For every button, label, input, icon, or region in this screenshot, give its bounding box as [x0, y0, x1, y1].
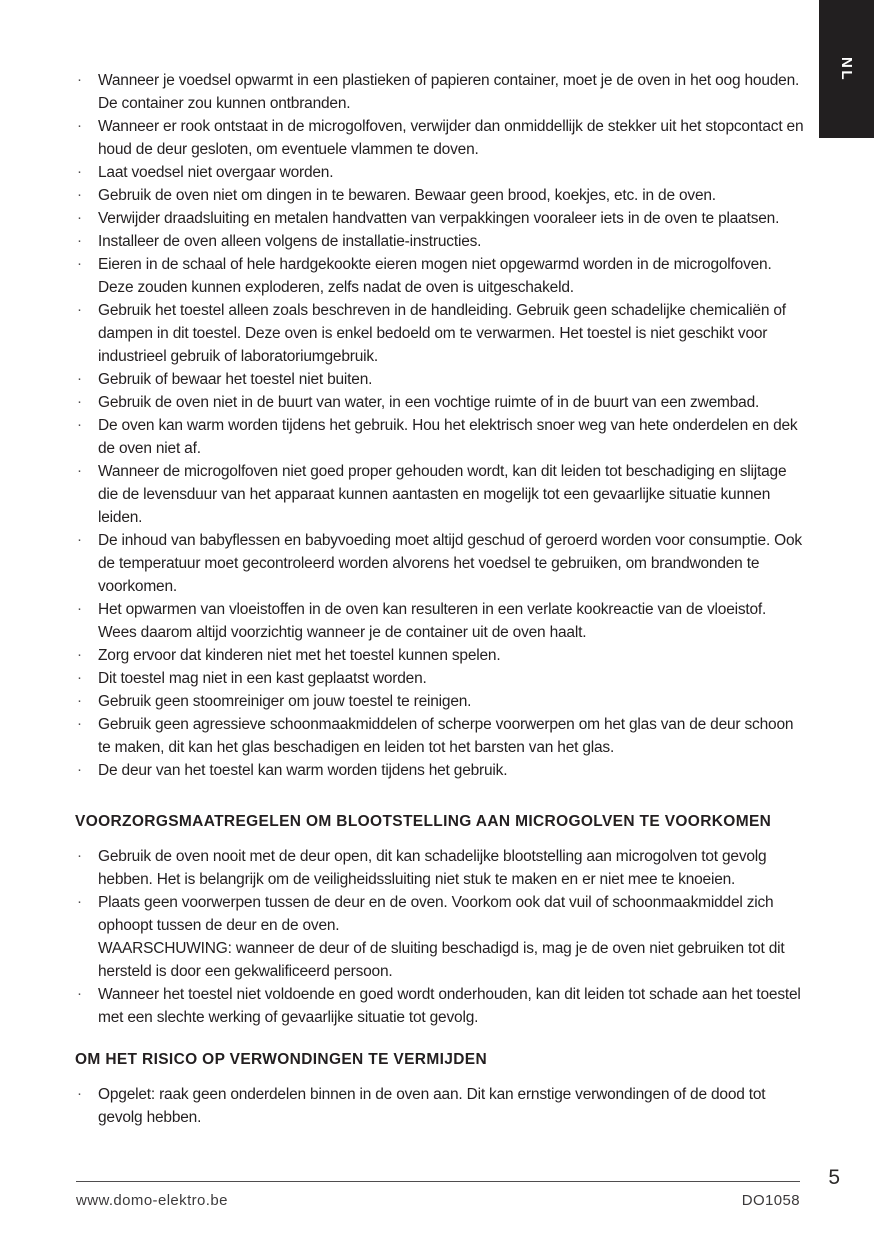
bullet-list — [75, 845, 806, 1029]
bullet-text: Wanneer de microgolfoven niet goed proper gehouden wordt, kan dit leiden tot beschadiging en slijtage die de levensduur van het apparaat kunnen aantasten en mogelijk tot een gevaarlijke situatie kunnen leiden. — [98, 463, 787, 526]
list-item — [75, 1083, 806, 1129]
bullet-icon: · — [77, 847, 82, 864]
list-item — [75, 983, 806, 1029]
page-number: 5 — [828, 1166, 840, 1189]
list-item — [75, 598, 806, 644]
bullet-text: WAARSCHUWING: wanneer de deur of de sluiting beschadigd is, mag je de oven niet gebruiken tot dit hersteld is door een gekwalificeerd persoon. — [98, 940, 785, 980]
bullet-icon: · — [77, 715, 82, 732]
section-heading: OM HET RISICO OP VERWONDINGEN TE VERMIJDEN — [75, 1051, 488, 1068]
bullet-text: Gebruik of bewaar het toestel niet buiten. — [98, 371, 373, 388]
bullet-text: Gebruik geen agressieve schoonmaakmiddelen of scherpe voorwerpen om het glas van de deur schoon te maken, dit kan het glas beschadigen en leiden tot het barsten van het glas. — [98, 716, 794, 756]
bullet-icon: · — [77, 186, 82, 203]
list-item — [75, 644, 806, 667]
footer-website: www.domo-elektro.be — [76, 1192, 228, 1209]
list-item — [75, 414, 806, 460]
bullet-icon: · — [77, 232, 82, 249]
bullet-text: Laat voedsel niet overgaar worden. — [98, 164, 334, 181]
bullet-icon: · — [77, 669, 82, 686]
bullet-icon: · — [77, 893, 82, 910]
bullet-text: De inhoud van babyflessen en babyvoeding moet altijd geschud of geroerd worden voor consumptie. Ook de temperatuur moet gecontroleerd worden alvorens het voedsel te gebruiken, om brandwonden te voorkomen. — [98, 532, 802, 595]
bullet-icon: · — [77, 985, 82, 1002]
list-item — [75, 207, 806, 230]
language-tab-label: NL — [838, 56, 855, 82]
list-item — [75, 759, 806, 782]
bullet-icon: · — [77, 393, 82, 410]
bullet-text: Gebruik de oven nooit met de deur open, dit kan schadelijke blootstelling aan microgolven tot gevolg hebben. Het is belangrijk om de veiligheidssluiting niet stuk te maken en er niet mee te knoeien. — [98, 848, 767, 888]
list-item — [75, 891, 806, 983]
bullet-icon: · — [77, 416, 82, 433]
bullet-icon: · — [77, 761, 82, 778]
bullet-text: Wanneer je voedsel opwarmt in een plastieken of papieren container, moet je de oven in het oog houden. De container zou kunnen ontbranden. — [98, 72, 800, 112]
list-item — [75, 115, 806, 161]
bullet-text: Zorg ervoor dat kinderen niet met het toestel kunnen spelen. — [98, 647, 501, 664]
bullet-text: Plaats geen voorwerpen tussen de deur en de oven. Voorkom ook dat vuil of schoonmaakmiddel zich ophoopt tussen de deur en de oven. — [98, 894, 774, 934]
bullet-icon: · — [77, 531, 82, 548]
bullet-text: Verwijder draadsluiting en metalen handvatten van verpakkingen vooraleer iets in de oven te plaatsen. — [98, 210, 780, 227]
bullet-icon: · — [77, 600, 82, 617]
language-tab — [819, 0, 874, 138]
page-footer — [76, 1192, 800, 1209]
list-item — [75, 713, 806, 759]
section — [75, 1048, 806, 1129]
bullet-text: Gebruik geen stoomreiniger om jouw toestel te reinigen. — [98, 693, 472, 710]
list-item — [75, 161, 806, 184]
bullet-icon: · — [77, 163, 82, 180]
section — [75, 69, 806, 782]
bullet-text: Eieren in de schaal of hele hardgekookte eieren mogen niet opgewarmd worden in de microgolfoven. Deze zouden kunnen exploderen, zelfs nadat de oven is uitgeschakeld. — [98, 256, 772, 296]
bullet-text: De deur van het toestel kan warm worden tijdens het gebruik. — [98, 762, 508, 779]
bullet-text: Gebruik de oven niet om dingen in te bewaren. Bewaar geen brood, koekjes, etc. in de oven. — [98, 187, 716, 204]
bullet-icon: · — [77, 462, 82, 479]
bullet-text: Installeer de oven alleen volgens de installatie-instructies. — [98, 233, 482, 250]
section-heading: VOORZORGSMAATREGELEN OM BLOOTSTELLING AAN MICROGOLVEN TE VOORKOMEN — [75, 813, 772, 830]
list-item — [75, 230, 806, 253]
bullet-text: Het opwarmen van vloeistoffen in de oven kan resulteren in een verlate kookreactie van de vloeistof. Wees daarom altijd voorzichtig wanneer je de container uit de oven haalt. — [98, 601, 767, 641]
bullet-text: Gebruik het toestel alleen zoals beschreven in de handleiding. Gebruik geen schadelijke chemicaliën of dampen in dit toestel. Deze oven is enkel bedoeld om te verwarmen. Het toestel is niet geschikt voor industrieel gebruik of laboratoriumgebruik. — [98, 302, 786, 365]
bullet-text: De oven kan warm worden tijdens het gebruik. Hou het elektrisch snoer weg van hete onderdelen en dek de oven niet af. — [98, 417, 798, 457]
list-item — [75, 391, 806, 414]
list-item — [75, 529, 806, 598]
bullet-icon: · — [77, 255, 82, 272]
bullet-text: Dit toestel mag niet in een kast geplaatst worden. — [98, 670, 427, 687]
bullet-icon: · — [77, 692, 82, 709]
list-item — [75, 667, 806, 690]
bullet-list — [75, 69, 806, 782]
bullet-icon: · — [77, 1085, 82, 1102]
page-content — [75, 69, 806, 1129]
bullet-icon: · — [77, 370, 82, 387]
footer-divider — [76, 1181, 800, 1182]
section — [75, 810, 806, 1029]
list-item — [75, 184, 806, 207]
bullet-text: Wanneer het toestel niet voldoende en goed wordt onderhouden, kan dit leiden tot schade aan het toestel met een slechte werking of gevaarlijke situatie tot gevolg. — [98, 986, 801, 1026]
bullet-icon: · — [77, 301, 82, 318]
list-item — [75, 299, 806, 368]
list-item — [75, 460, 806, 529]
list-item — [75, 253, 806, 299]
bullet-list — [75, 1083, 806, 1129]
bullet-text: Gebruik de oven niet in de buurt van water, in een vochtige ruimte of in de buurt van een zwembad. — [98, 394, 760, 411]
list-item — [75, 69, 806, 115]
list-item — [75, 845, 806, 891]
list-item — [75, 368, 806, 391]
bullet-text: Opgelet: raak geen onderdelen binnen in de oven aan. Dit kan ernstige verwondingen of de dood tot gevolg hebben. — [98, 1086, 766, 1126]
bullet-text: Wanneer er rook ontstaat in de microgolfoven, verwijder dan onmiddellijk de stekker uit het stopcontact en houd de deur gesloten, om eventuele vlammen te doven. — [98, 118, 804, 158]
bullet-icon: · — [77, 71, 82, 88]
bullet-icon: · — [77, 646, 82, 663]
bullet-icon: · — [77, 117, 82, 134]
bullet-icon: · — [77, 209, 82, 226]
list-item — [75, 690, 806, 713]
footer-model-code: DO1058 — [741, 1192, 800, 1209]
